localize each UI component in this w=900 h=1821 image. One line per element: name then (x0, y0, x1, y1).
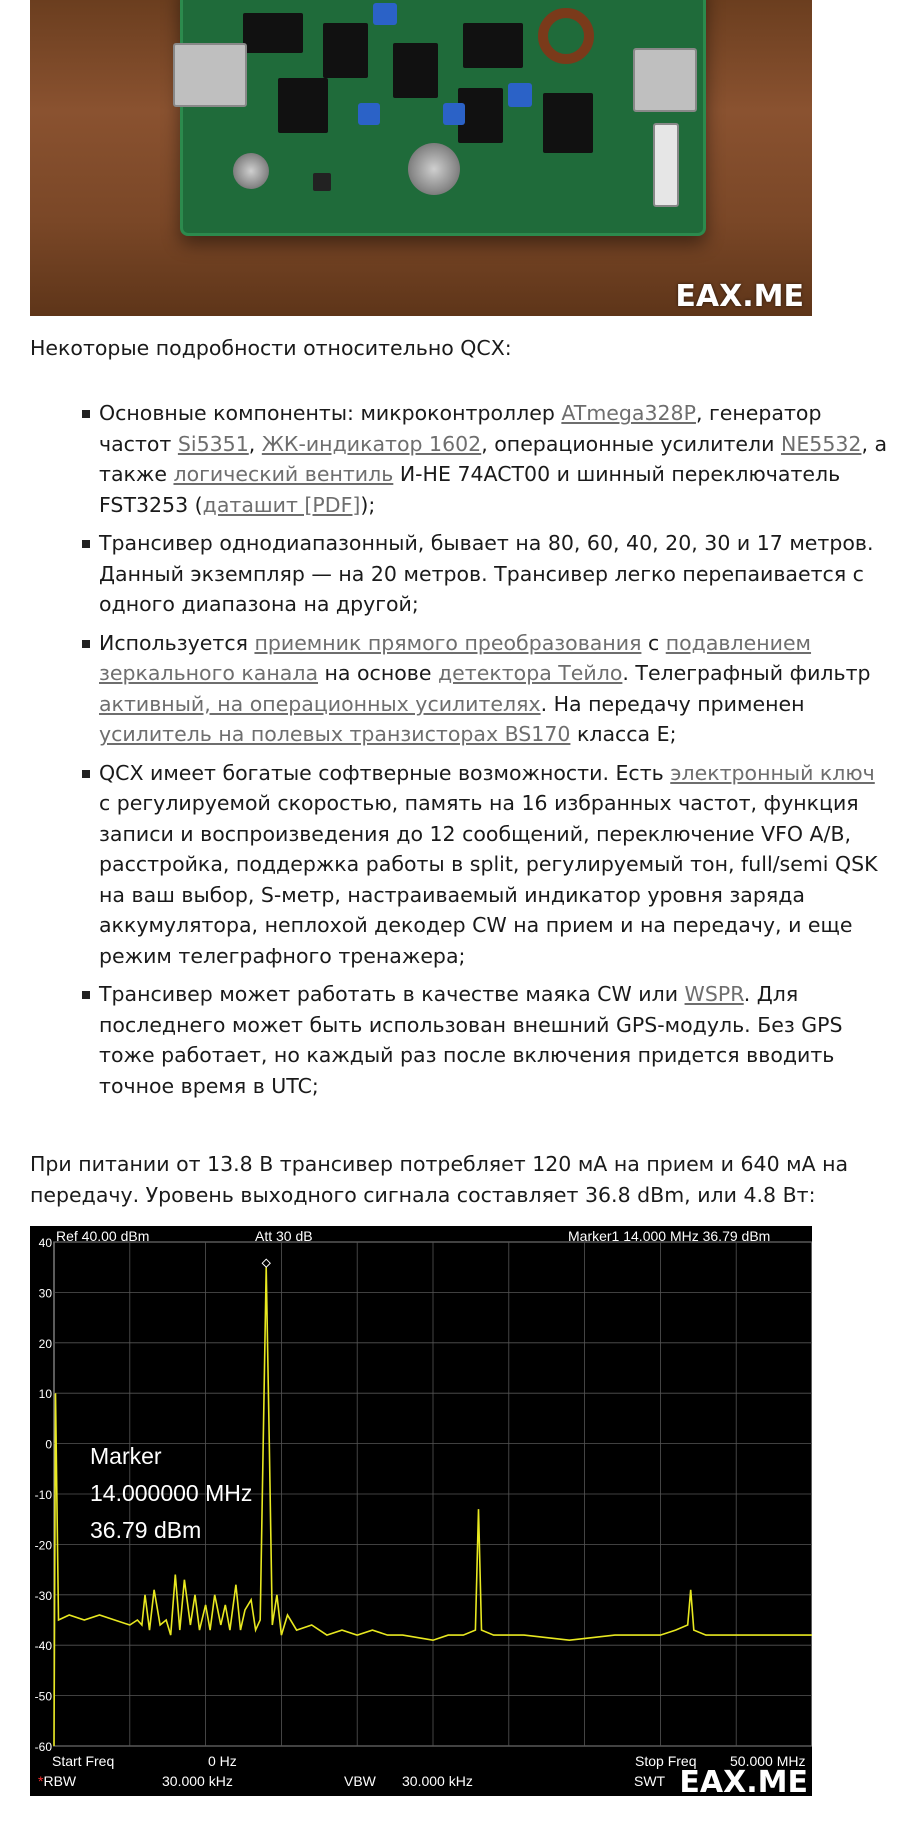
feature-list-item (30, 398, 890, 520)
attenuation: Att 30 dB (255, 1228, 313, 1244)
inline-link[interactable]: даташит [PDF] (202, 492, 361, 517)
photo-watermark: EAX.ME (675, 279, 804, 314)
inline-text: Используется (99, 630, 255, 655)
y-tick-label: -50 (34, 1689, 52, 1704)
inline-text: , операционные усилители (481, 431, 781, 456)
inline-link[interactable]: Si5351 (177, 431, 249, 456)
rbw-label (38, 1773, 76, 1789)
y-tick-label: 10 (38, 1387, 52, 1402)
inline-text: И-НЕ 74ACT00 и шинный переключатель FST3253 ( (99, 462, 841, 517)
ic-chip (393, 43, 438, 98)
marker-level: 36.79 dBm (90, 1517, 202, 1543)
intro-paragraph: Некоторые подробности относительно QCX: (30, 336, 512, 360)
ic-chip (323, 23, 368, 78)
marker-title: Marker (90, 1443, 162, 1469)
rbw-value: 30.000 kHz (162, 1773, 233, 1789)
pcb-photo (30, 0, 812, 316)
inline-text: Трансивер однодиапазонный, бывает на 80, 60, 40, 20, 30 и 17 метров. Данный экземпляр — на 20 метров. Трансивер легко перепаивается с одного диапазона на другой; (99, 531, 874, 616)
vbw-value: 30.000 kHz (402, 1773, 473, 1789)
inline-text: с (641, 630, 666, 655)
ic-chip (278, 78, 328, 133)
pcb-board (180, 0, 706, 236)
inline-text: , а также (99, 431, 888, 486)
inline-link[interactable]: логический вентиль (173, 462, 394, 486)
marker-diamond (262, 1259, 270, 1267)
inline-link[interactable]: WSPR (684, 982, 744, 1006)
inline-text: класса E; (570, 722, 677, 746)
audio-jack (633, 48, 697, 112)
audio-jack (173, 43, 247, 107)
y-tick-label: 40 (38, 1236, 52, 1250)
y-tick-label: -60 (34, 1740, 52, 1754)
spectrum-analyzer-screenshot (30, 1226, 812, 1800)
y-tick-label: -40 (34, 1639, 52, 1654)
inline-text: Основные компоненты: микроконтроллер (99, 401, 562, 425)
y-tick-label: -10 (34, 1488, 52, 1502)
trimmer (508, 83, 532, 107)
inline-text: . Телеграфный фильтр (622, 661, 871, 685)
stop-freq-value: 50.000 MHz (730, 1753, 806, 1769)
inline-text: , генератор частот (99, 401, 822, 456)
inline-text: , (248, 431, 262, 456)
start-freq-label: Start Freq (52, 1753, 115, 1769)
trimmer (373, 3, 397, 25)
ref-level: Ref 40.00 dBm (56, 1228, 150, 1244)
vbw-label: VBW (344, 1773, 376, 1789)
trimmer (443, 103, 465, 125)
swt-label: SWT (634, 1773, 666, 1789)
inline-link[interactable]: электронный ключ (670, 760, 875, 785)
y-tick-label: -30 (34, 1588, 52, 1603)
trimmer-knob (233, 153, 269, 189)
feature-list (30, 398, 890, 1109)
y-tick-label: -20 (34, 1538, 52, 1553)
push-button (313, 173, 331, 191)
rotary-encoder (408, 143, 460, 195)
inline-link[interactable]: приемник прямого преобразования (254, 630, 642, 655)
stop-freq-label: Stop Freq (635, 1753, 697, 1769)
rbw-marker-icon: * (38, 1773, 44, 1789)
inline-link[interactable]: подавлением зеркального канала (99, 630, 812, 685)
feature-list-item (30, 628, 890, 750)
inline-text: ); (360, 492, 376, 517)
y-tick-label: 0 (45, 1437, 52, 1452)
y-tick-label: 30 (38, 1286, 52, 1301)
inline-text: . Для последнего может быть использован внешний GPS-модуль. Без GPS тоже работает, но каждый раз после включения придется вводить точное время в UTC; (99, 982, 843, 1098)
inline-link[interactable]: активный, на операционных усилителях (99, 691, 541, 716)
inline-link[interactable]: ATmega328P (561, 401, 696, 425)
feature-list-item (30, 758, 890, 972)
spectrum-watermark: EAX.ME (679, 1765, 808, 1800)
inline-link[interactable]: детектора Тейло (437, 661, 623, 685)
inline-text: . На передачу применен (540, 691, 805, 716)
marker-frequency: 14.000000 MHz (90, 1480, 253, 1506)
marker-header: Marker1 14.000 MHz 36.79 dBm (568, 1228, 771, 1244)
inline-link[interactable]: усилитель на полевых транзисторах BS170 (99, 722, 571, 746)
inline-text: с регулируемой скоростью, память на 16 избранных частот, функция записи и воспроизведения до 12 сообщений, переключение VFO A/B, расстройка, поддержка работы в split, регулируемый тон, full/semi QSK на ваш выбор, S-метр, настраиваемый индикатор уровня заряда аккумулятора, неплохой декодер CW на прием и на передачу, и еще режим телеграфного тренажера; (99, 791, 878, 968)
ic-chip (243, 13, 303, 53)
connector (653, 123, 679, 207)
inline-text: на основе (318, 661, 438, 685)
inline-text: QCX имеет богатые софтверные возможности. Есть (99, 760, 671, 785)
feature-list-item (30, 979, 890, 1101)
power-paragraph: При питании от 13.8 В трансивер потребляет 120 мА на прием и 640 мА на передачу. Уровень выходного сигнала составляет 36.8 dBm, или 4.8 Вт: (30, 1152, 849, 1207)
rbw-label-text: RBW (43, 1773, 77, 1789)
trimmer (358, 103, 380, 125)
feature-list-item (30, 528, 890, 620)
y-tick-label: 20 (38, 1336, 52, 1351)
inline-link[interactable]: NE5532 (780, 431, 862, 456)
inline-text: Трансивер может работать в качестве маяка CW или (99, 982, 685, 1006)
marker-readout (90, 1438, 252, 1549)
ic-chip (543, 93, 593, 153)
ic-chip (463, 23, 523, 68)
start-freq-value: 0 Hz (208, 1753, 237, 1769)
inline-link[interactable]: ЖК-индикатор 1602 (261, 431, 482, 456)
toroid-coil (538, 8, 594, 64)
